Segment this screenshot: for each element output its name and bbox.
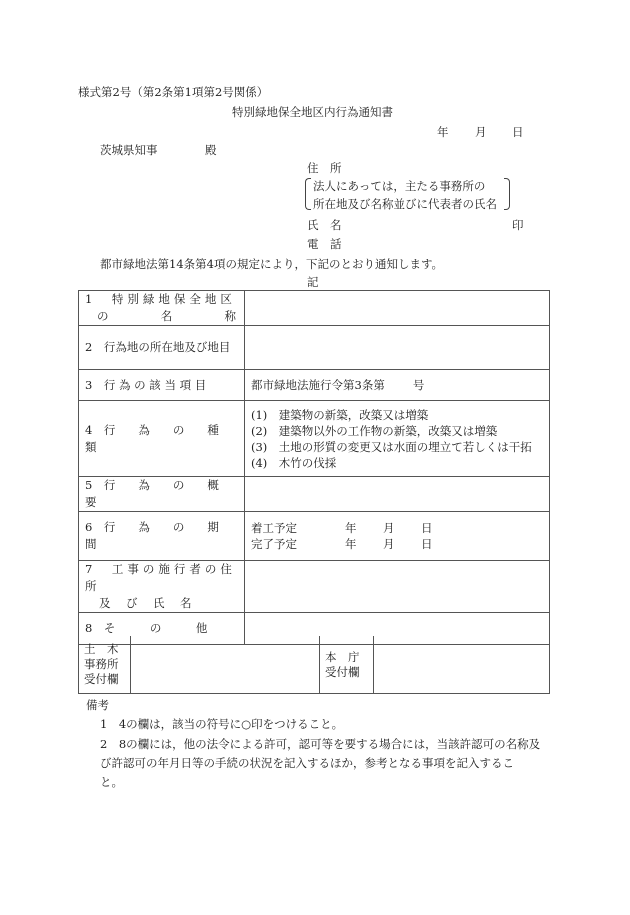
row3-value-suffix: 号: [412, 378, 425, 392]
period-end-month: 月: [383, 537, 395, 551]
row7-label-line2: 及 び 氏 名: [99, 596, 194, 610]
row1-label-line1: 1 特別緑地保全地区: [85, 292, 236, 306]
act-type-item-4[interactable]: (4) 木竹の伐採: [251, 455, 337, 470]
act-type-item-3[interactable]: (3) 土地の形質の変更又は水面の埋立て若しくは干拓: [251, 439, 532, 454]
row3-value-prefix: 都市緑地法施行令第3条第: [251, 378, 385, 392]
left-bracket: [305, 178, 311, 210]
table-row: [79, 512, 550, 561]
honorific: 殿: [205, 143, 217, 157]
act-type-item-1[interactable]: (1) 建築物の新築，改築又は増築: [251, 407, 429, 422]
notification-table: [78, 290, 550, 645]
addressee: 茨城県知事: [100, 143, 158, 157]
honcho-reception-label: [320, 636, 374, 694]
period-start-month: 月: [383, 521, 395, 535]
period-end-day: 日: [421, 537, 433, 551]
table-row: [79, 326, 550, 370]
row1-label-sho: 称: [224, 309, 236, 323]
right-bracket: [504, 178, 510, 210]
date-month-label: 月: [475, 125, 487, 139]
period-end-year: 年: [345, 537, 357, 551]
row6-label: 6 行 為 の 期 間: [79, 512, 245, 561]
row1-label: [79, 291, 245, 326]
row4-value: [245, 401, 550, 477]
row1-label-line2: [85, 308, 244, 325]
row1-label-na: 名: [160, 309, 173, 323]
table-row: [79, 370, 550, 401]
row2-value[interactable]: [245, 326, 550, 370]
row2-label: 2 行為地の所在地及び地目: [79, 326, 245, 370]
row1-value[interactable]: [245, 291, 550, 326]
note-1: 1 4の欄は，該当の符号に○印をつけること。: [100, 717, 344, 731]
table-row: [79, 401, 550, 477]
corp-note-line1: 法人にあっては，主たる事務所の: [313, 179, 486, 193]
row5-label: 5 行 為 の 概 要: [79, 477, 245, 512]
honcho-reception-field[interactable]: [374, 636, 550, 694]
reception-stamp-table: [78, 636, 550, 694]
ki-label: 記: [307, 275, 319, 289]
row1-label-no: の: [97, 309, 109, 323]
row8-label: 8 そ の 他: [79, 613, 245, 645]
row6-value[interactable]: [245, 512, 550, 561]
date-day-label: 日: [512, 125, 524, 139]
row7-value[interactable]: [245, 561, 550, 613]
period-start-year: 年: [345, 521, 357, 535]
table-row: [79, 477, 550, 512]
honcho-label-2: 受付欄: [325, 664, 360, 679]
row7-label-line1: 7 工事の施行者の住所: [85, 562, 236, 593]
phone-label: 電 話: [307, 237, 342, 251]
period-end: [251, 536, 549, 552]
row5-value[interactable]: [245, 477, 550, 512]
row4-label: 4 行 為 の 種 類: [79, 401, 245, 477]
name-label: 氏 名: [307, 218, 342, 232]
doboku-label-3: 受付欄: [84, 672, 119, 686]
row7-label: [79, 561, 245, 613]
period-start-day: 日: [421, 521, 433, 535]
table-row: [79, 291, 550, 326]
doboku-reception-field[interactable]: [131, 636, 320, 694]
corp-note-line2: 所在地及び名称並びに代表者の氏名: [313, 197, 497, 211]
honcho-label-1: 本 庁: [325, 649, 360, 664]
note-2-line3: と。: [100, 775, 123, 789]
row3-label: 3 行 為 の 該 当 項 目: [79, 370, 245, 401]
doboku-reception-label: [79, 636, 131, 694]
address-label: 住 所: [307, 161, 342, 175]
date-year-label: 年: [437, 125, 449, 139]
intro-text: 都市緑地法第14条第4項の規定により，下記のとおり通知します。: [100, 257, 444, 271]
period-start-label: 着工予定: [251, 521, 297, 535]
document-title: 特別緑地保全地区内行為通知書: [232, 105, 393, 119]
period-start: [251, 520, 549, 536]
form-number: 様式第2号（第2条第1項第2号関係）: [78, 85, 269, 99]
note-2-line2: び許認可の年月日等の手続の状況を記入するほか，参考となる事項を記入するこ: [100, 756, 514, 770]
notes-heading: 備考: [86, 698, 109, 712]
table-row: [79, 561, 550, 613]
doboku-label-1: 土 木: [84, 642, 119, 656]
period-end-label: 完了予定: [251, 537, 297, 551]
seal-mark: 印: [512, 218, 524, 232]
act-type-item-2[interactable]: (2) 建築物以外の工作物の新築，改築又は増築: [251, 423, 498, 438]
note-2-line1: 2 8の欄には，他の法令による許可，認可等を要する場合には，当該許認可の名称及: [100, 737, 541, 751]
row3-value[interactable]: [245, 370, 550, 401]
doboku-label-2: 事務所: [84, 657, 119, 671]
